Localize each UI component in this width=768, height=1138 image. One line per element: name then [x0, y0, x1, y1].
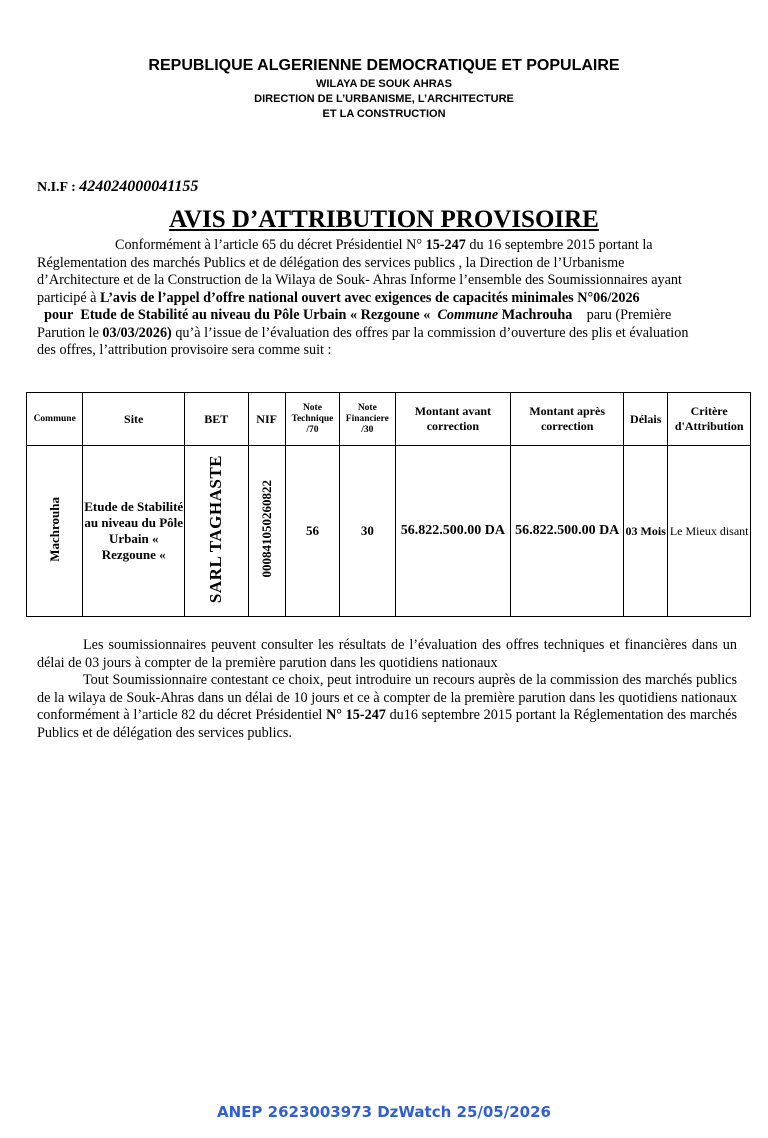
cell-montant-avant: 56.822.500.00 DA: [395, 446, 511, 617]
nif-value: 424024000041155: [79, 178, 199, 195]
intro-avis: L’avis de l’appel d’offre national ouvert avec exigences de capacités minimales N°06/2026: [100, 289, 640, 306]
intro-text-4: qu’à l’issue de l’évaluation des offres par la commission d’ouverture des plis et évaluation des offres, l’attribution provisoire sera comme suit :: [37, 324, 689, 358]
col-header-montant-avant: Montant avant correction: [395, 393, 511, 446]
cell-nif: [248, 446, 285, 617]
header-direction: DIRECTION DE L’URBANISME, L’ARCHITECTURE: [254, 93, 514, 105]
col-header-nif: NIF: [248, 393, 285, 446]
paragraph-recours-decree: N° 15-247: [326, 707, 386, 723]
header-republic: REPUBLIQUE ALGERIENNE DEMOCRATIQUE ET POPULAIRE: [148, 57, 620, 74]
col-header-bet: BET: [185, 393, 248, 446]
cell-note-financiere: 30: [340, 446, 395, 617]
intro-date: 03/03/2026): [102, 324, 172, 341]
header-wilaya: WILAYA DE SOUK AHRAS: [316, 78, 452, 90]
cell-nif-text: 000841050260822: [258, 480, 274, 578]
cell-critere: Le Mieux disant: [668, 446, 751, 617]
intro-pour: pour: [44, 307, 74, 323]
paragraph-consultation: [37, 637, 737, 672]
cell-site: Etude de Stabilité au niveau du Pôle Urbain « Rezgoune «: [83, 446, 185, 617]
col-header-note-technique: Note Technique /70: [285, 393, 339, 446]
footer-reference: ANEP 2623003973 DzWatch 25/05/2026: [217, 1103, 551, 1121]
intro-text-2: du 16 septembre 2015 portant la Réglementation des marchés Publics et de délégation des services publics , la Direction de l’Urbanisme d’Architecture et de la Construction de la Wilaya de Souk- Ahras Informe l’ensemble des Soumissionnaires ayant participé à: [37, 237, 682, 306]
intro-decree: 15-247: [425, 237, 466, 253]
col-header-montant-apres: Montant après correction: [511, 393, 624, 446]
paragraph-recours-text-end: du16 septembre 2015 portant la Réglementation des marchés Publics et de délégation des services publics.: [37, 707, 737, 741]
intro-commune-label: Commune: [437, 307, 499, 323]
cell-commune: [27, 446, 83, 617]
col-header-site: Site: [83, 393, 185, 446]
col-header-note-financiere: Note Financiere /30: [340, 393, 395, 446]
cell-commune-text: Machrouha: [46, 496, 62, 562]
cell-bet: [185, 446, 248, 617]
intro-objet: Etude de Stabilité au niveau du Pôle Urbain « Rezgoune «: [80, 307, 431, 323]
intro-paragraph: [37, 237, 707, 360]
cell-bet-text: SARL TAGHASTE: [206, 454, 226, 604]
intro-commune: Machrouha: [501, 307, 573, 323]
attribution-table: [26, 392, 751, 617]
col-header-critere: Critère d'Attribution: [668, 393, 751, 446]
intro-text-3: paru (Première Parution le: [37, 307, 672, 341]
table-header-row: [27, 393, 751, 446]
nif-label: N.I.F :: [37, 180, 76, 195]
nif-line: [37, 178, 198, 196]
col-header-delais: Délais: [624, 393, 668, 446]
paragraph-consultation-text: Les soumissionnaires peuvent consulter les résultats de l’évaluation des offres techniques et financières dans un délai de 03 jours à compter de la première parution dans les quotidiens nationaux: [37, 637, 737, 671]
paragraph-recours-text: Tout Soumissionnaire contestant ce choix, peut introduire un recours auprès de la commission des marchés publics de la wilaya de Souk-Ahras dans un délai de 10 jours et ce à compter de la première parution dans les quotidiens nationaux conformément à l’article 82 du décret Présidentiel: [37, 672, 737, 723]
cell-montant-apres: 56.822.500.00 DA: [511, 446, 624, 617]
cell-delais: 03 Mois: [624, 446, 668, 617]
paragraph-recours: [37, 672, 737, 742]
table-row: [27, 446, 751, 617]
cell-note-technique: 56: [285, 446, 339, 617]
header-construction: ET LA CONSTRUCTION: [322, 108, 446, 120]
intro-text-1: Conformément à l’article 65 du décret Présidentiel N°: [115, 237, 426, 253]
document-title: AVIS D’ATTRIBUTION PROVISOIRE: [169, 206, 599, 233]
col-header-commune: Commune: [27, 393, 83, 446]
